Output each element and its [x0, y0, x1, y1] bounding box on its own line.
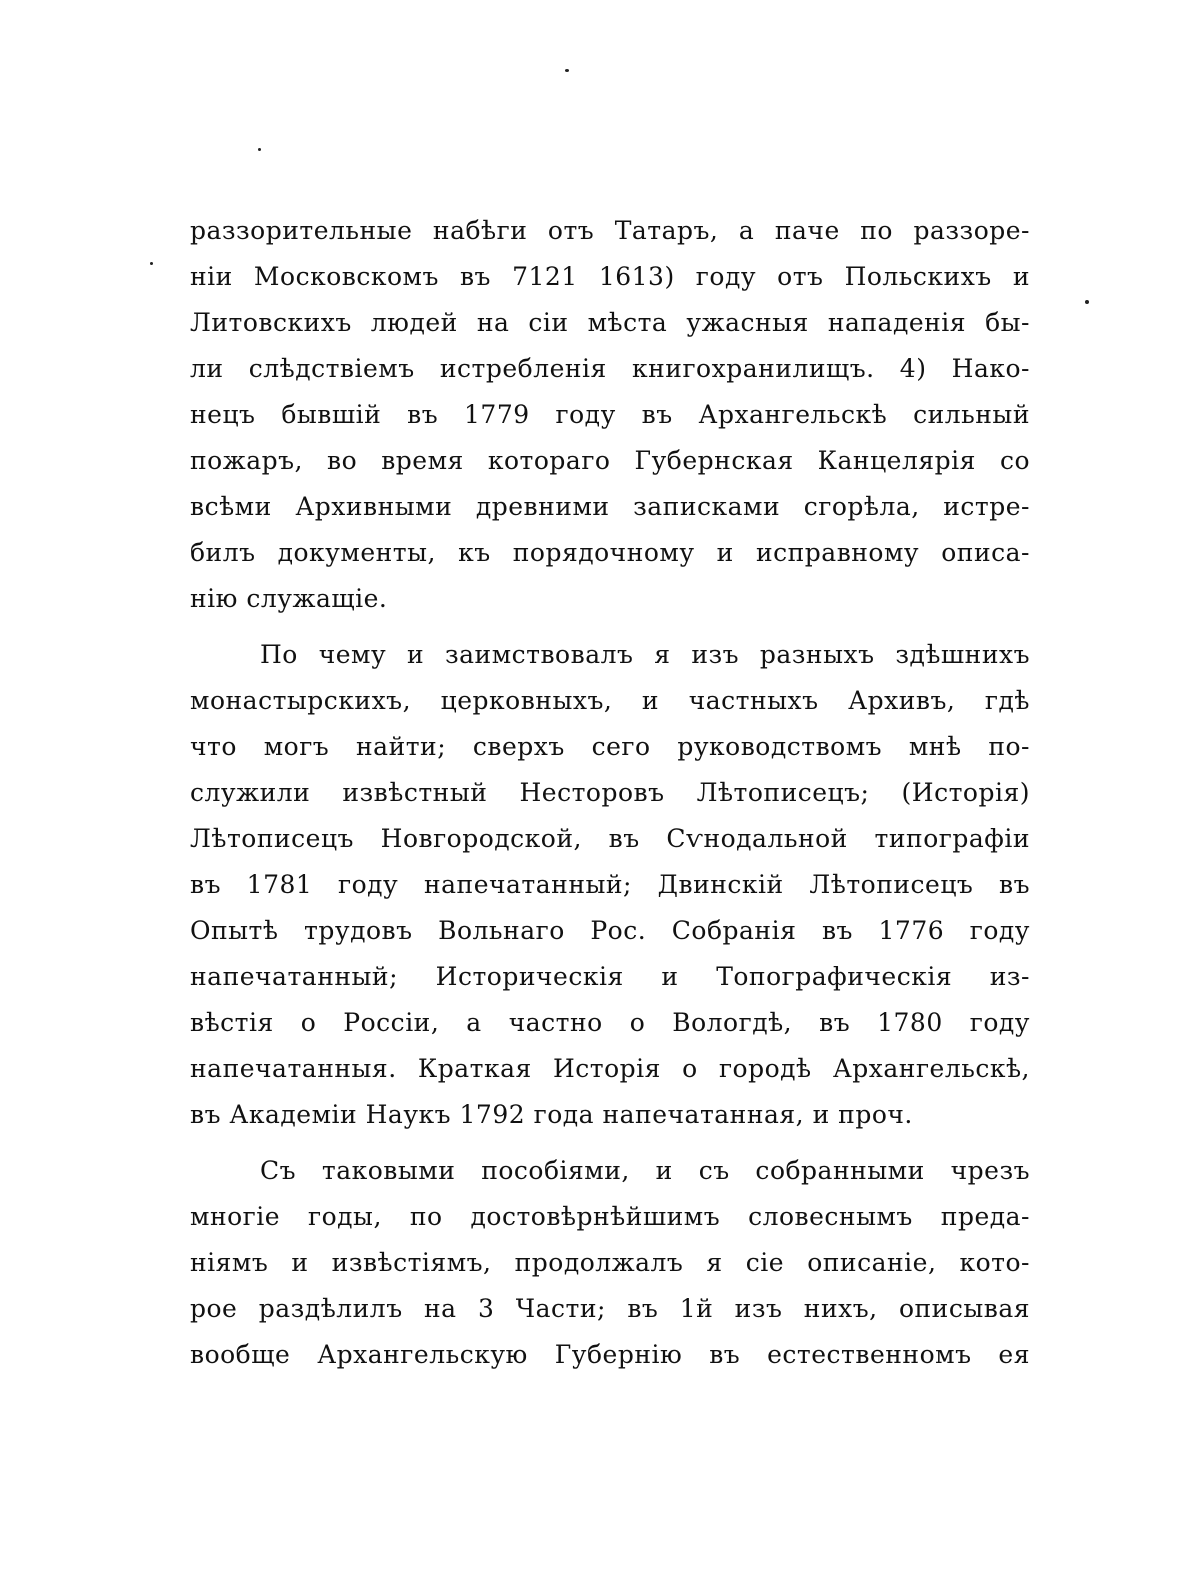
text-line: билъ документы, къ порядочному и исправному описа- [190, 538, 1030, 567]
scan-speck [1085, 300, 1089, 304]
text-line: По чему и заимствовалъ я изъ разныхъ здѣшнихъ [260, 640, 1030, 669]
text-line: рое раздѣлилъ на 3 Части; въ 1й изъ нихъ, описывая [190, 1294, 1030, 1323]
scan-speck [258, 148, 261, 151]
text-line: вѣстія о Россіи, а частно о Вологдѣ, въ 1780 году [190, 1008, 1030, 1037]
text-line: нію служащіе. [190, 584, 388, 613]
text-line: ніямъ и извѣстіямъ, продолжалъ я сіе описаніе, кото- [190, 1248, 1030, 1277]
text-line: пожаръ, во время котораго Губернская Канцелярія со [190, 446, 1030, 475]
text-line: Лѣтописецъ Новгородской, въ Сѵнодальной типографіи [190, 824, 1030, 853]
text-line: напечатанныя. Краткая Исторія о городѣ Архангельскѣ, [190, 1054, 1030, 1083]
text-line: что могъ найти; сверхъ сего руководствомъ мнѣ по- [190, 732, 1030, 761]
text-line: въ 1781 году напечатанный; Двинскій Лѣтописецъ въ [190, 870, 1030, 899]
text-line: многіе годы, по достовѣрнѣйшимъ словеснымъ преда- [190, 1202, 1030, 1231]
text-line: монастырскихъ, церковныхъ, и частныхъ Архивъ, гдѣ [190, 686, 1030, 715]
text-line: ли слѣдствіемъ истребленія книгохранилищъ. 4) Нако- [190, 354, 1030, 383]
text-line: Съ таковыми пособіями, и съ собранными чрезъ [260, 1156, 1030, 1185]
scan-speck [150, 262, 153, 265]
text-line: напечатанный; Историческія и Топографическія из- [190, 962, 1030, 991]
text-line: раззорительные набѣги отъ Татаръ, а паче по раззоре- [190, 216, 1030, 245]
paragraph [190, 632, 1030, 1138]
text-line: служили извѣстный Несторовъ Лѣтописецъ; (Исторія) [190, 778, 1030, 807]
text-line: вообще Архангельскую Губернію въ естественномъ ея [190, 1340, 1030, 1369]
text-line: нецъ бывшій въ 1779 году въ Архангельскѣ сильный [190, 400, 1030, 429]
text-line: всѣми Архивными древними записками сгорѣла, истре- [190, 492, 1030, 521]
text-line: въ Академіи Наукъ 1792 года напечатанная, и проч. [190, 1100, 913, 1129]
text-line: Опытѣ трудовъ Вольнаго Рос. Собранія въ 1776 году [190, 916, 1030, 945]
scan-speck [565, 69, 569, 72]
body-text [190, 208, 1030, 1378]
text-line: ніи Московскомъ въ 7121 1613) году отъ Польскихъ и [190, 262, 1030, 291]
text-line: Литовскихъ людей на сіи мѣста ужасныя нападенія бы- [190, 308, 1030, 337]
paragraph [190, 1148, 1030, 1378]
paragraph [190, 208, 1030, 622]
